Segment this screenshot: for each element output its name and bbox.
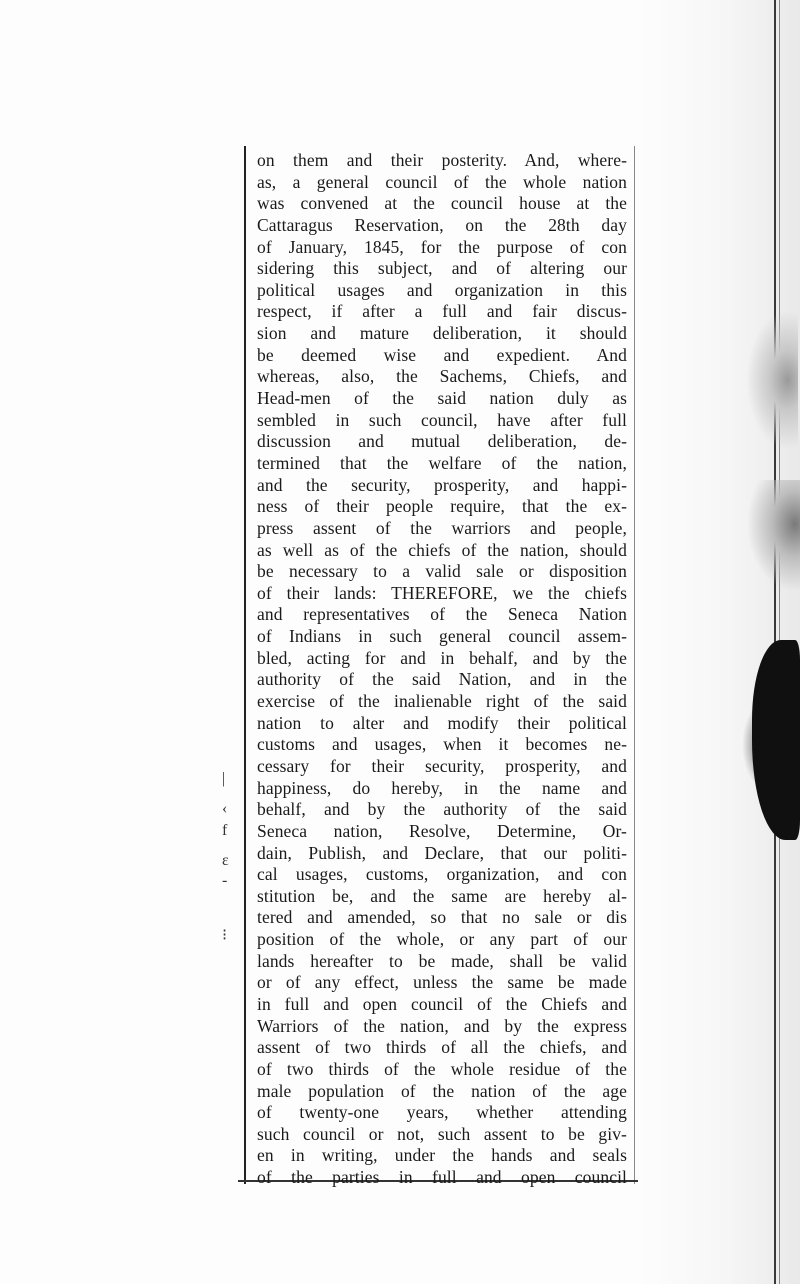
text-line: respect, if after a full and fair discus- [257, 301, 627, 322]
text-line: as well as of the chiefs of the nation, should [257, 539, 627, 560]
text-line: Warriors of the nation, and by the express [257, 1015, 627, 1036]
text-line: male population of the nation of the age [257, 1080, 627, 1101]
text-line: behalf, and by the authority of the said [257, 799, 627, 820]
text-line: on them and their posterity. And, where- [257, 150, 627, 170]
text-line: of Indians in such general council assem- [257, 626, 627, 647]
text-line: stitution be, and the same are hereby al- [257, 885, 627, 906]
text-line: discussion and mutual deliberation, de- [257, 431, 627, 452]
text-line: position of the whole, or any part of our [257, 929, 627, 950]
text-line: whereas, also, the Sachems, Chiefs, and [257, 366, 627, 387]
margin-mark: - [222, 872, 228, 889]
text-line: dain, Publish, and Declare, that our politi- [257, 842, 627, 863]
text-line: nation to alter and modify their political [257, 712, 627, 733]
torn-edge-mark-middle [748, 480, 800, 590]
text-line: Cattaragus Reservation, on the 28th day [257, 214, 627, 235]
text-line: was convened at the council house at the [257, 193, 627, 214]
text-line: customs and usages, when it becomes ne- [257, 734, 627, 755]
margin-mark: f [222, 822, 228, 839]
text-line: lands hereafter to be made, shall be valid [257, 950, 627, 971]
text-line: sembled in such council, have after full [257, 409, 627, 430]
text-line: as, a general council of the whole nation [257, 171, 627, 192]
text-line: and the security, prosperity, and happi- [257, 474, 627, 495]
text-line: of two thirds of the whole residue of the [257, 1058, 627, 1079]
text-line: authority of the said Nation, and in the [257, 669, 627, 690]
text-line: cal usages, customs, organization, and con [257, 864, 627, 885]
document-text-column [257, 150, 627, 1189]
text-line: tered and amended, so that no sale or dis [257, 907, 627, 928]
text-line: be necessary to a valid sale or disposition [257, 561, 627, 582]
margin-mark: ɛ [222, 852, 229, 869]
text-line: be deemed wise and expedient. And [257, 344, 627, 365]
text-line: political usages and organization in this [257, 279, 627, 300]
text-line: of twenty-one years, whether attending [257, 1102, 627, 1123]
text-line: or of any effect, unless the same be made [257, 972, 627, 993]
text-line: press assent of the warriors and people, [257, 517, 627, 538]
text-line: sidering this subject, and of altering our [257, 258, 627, 279]
text-line: sion and mature deliberation, it should [257, 323, 627, 344]
text-line: termined that the welfare of the nation, [257, 452, 627, 473]
text-line: exercise of the inalienable right of the said [257, 691, 627, 712]
text-line: such council or not, such assent to be giv- [257, 1123, 627, 1144]
text-line: of January, 1845, for the purpose of con [257, 236, 627, 257]
text-line: of their lands: THEREFORE, we the chiefs [257, 582, 627, 603]
text-line: happiness, do hereby, in the name and [257, 777, 627, 798]
torn-edge-mark-upper [746, 310, 798, 450]
text-line: cessary for their security, prosperity, and [257, 755, 627, 776]
margin-mark: ⁝ [222, 927, 228, 944]
text-line: Seneca nation, Resolve, Determine, Or- [257, 820, 627, 841]
text-line: bled, acting for and in behalf, and by the [257, 647, 627, 668]
margin-mark: ‹ [222, 800, 228, 817]
text-line: ness of their people require, that the ex- [257, 496, 627, 517]
text-line: en in writing, under the hands and seals [257, 1145, 627, 1166]
text-line: of the parties in full and open council [257, 1167, 627, 1188]
text-line: and representatives of the Seneca Nation [257, 604, 627, 625]
margin-mark: | [222, 770, 226, 787]
text-line: in full and open council of the Chiefs and [257, 993, 627, 1014]
text-line: assent of two thirds of all the chiefs, and [257, 1037, 627, 1058]
text-line: Head-men of the said nation duly as [257, 388, 627, 409]
